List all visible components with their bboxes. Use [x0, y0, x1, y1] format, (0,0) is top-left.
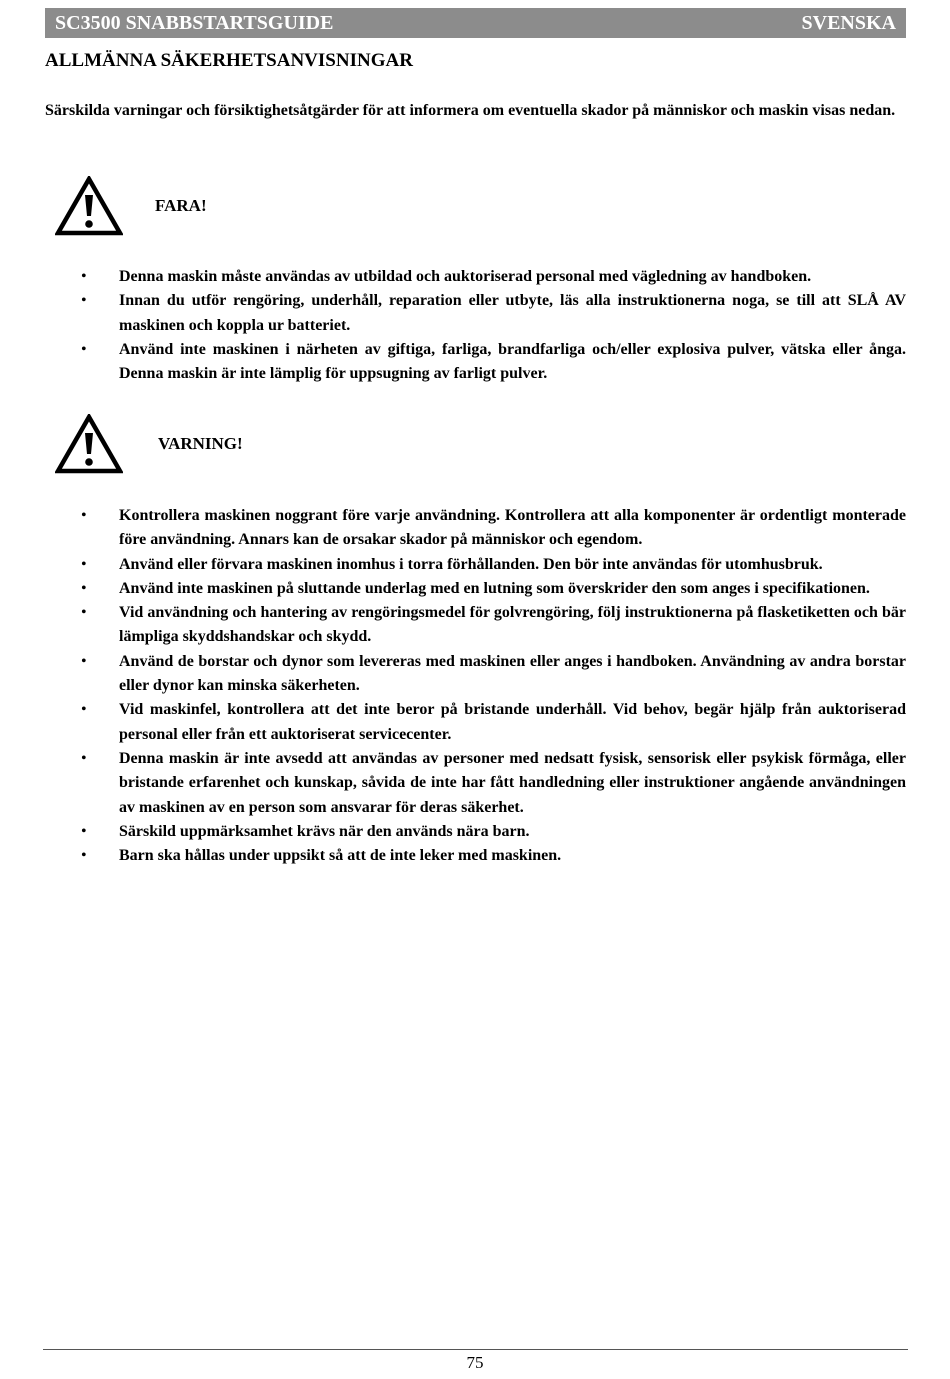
header-title: SC3500 SNABBSTARTSGUIDE [55, 11, 334, 34]
warning-list-item: • Vid användning och hantering av rengöringsmedel för golvrengöring, följ instruktionerna på flasketiketten och bär lämpliga skyddshandskar och skydd. [45, 601, 906, 650]
warning-list [45, 504, 906, 868]
warning-list-item: • Använd de borstar och dynor som levereras med maskinen eller anges i handboken. Användning av andra borstar eller dynor kan minska säkerheten. [45, 650, 906, 699]
header-language: SVENSKA [801, 11, 896, 34]
danger-list-item: • Innan du utför rengöring, underhåll, reparation eller utbyte, läs alla instruktionerna noga, se till att SLÅ AV maskinen och koppla ur batteriet. [45, 289, 906, 338]
warning-list-item: • Särskild uppmärksamhet krävs när den används nära barn. [45, 820, 906, 844]
page-header [45, 8, 906, 38]
page-number: 75 [466, 1353, 484, 1372]
section-title: ALLMÄNNA SÄKERHETSANVISNINGAR [45, 50, 413, 71]
warning-label: VARNING! [158, 434, 243, 453]
danger-list [45, 265, 906, 386]
danger-label: FARA! [155, 196, 207, 215]
danger-list-item: • Använd inte maskinen i närheten av giftiga, farliga, brandfarliga och/eller explosiva pulver, vätska eller ånga. Denna maskin är inte lämplig för uppsugning av farligt pulver. [45, 338, 906, 387]
danger-list-item: • Denna maskin måste användas av utbildad och auktoriserad personal med vägledning av handboken. [45, 265, 906, 289]
warning-triangle-icon [55, 414, 123, 474]
footer-divider [43, 1349, 908, 1350]
warning-list-item: • Vid maskinfel, kontrollera att det inte beror på bristande underhåll. Vid behov, begär hjälp från auktoriserad personal eller från ett auktoriserat servicecenter. [45, 698, 906, 747]
warning-list-item: • Denna maskin är inte avsedd att användas av personer med nedsatt fysisk, sensorisk eller psykisk förmåga, eller bristande erfarenhet och kunskap, såvida de inte har fått handledning eller instruktioner angående användningen av maskinen av en person som ansvarar för deras säkerhet. [45, 747, 906, 820]
warning-list-item: • Barn ska hållas under uppsikt så att de inte leker med maskinen. [45, 844, 906, 868]
warning-list-item: • Kontrollera maskinen noggrant före varje användning. Kontrollera att alla komponenter är ordentligt monterade före användning. Annars kan de orsakar skador på människor och egendom. [45, 504, 906, 553]
warning-triangle-icon [55, 176, 123, 236]
intro-paragraph: Särskilda varningar och försiktighetsåtgärder för att informera om eventuella skador på människor och maskin visas nedan. [45, 102, 896, 119]
warning-list-item: • Använd eller förvara maskinen inomhus i torra förhållanden. Den bör inte användas för utomhusbruk. [45, 553, 906, 577]
warning-list-item: • Använd inte maskinen på sluttande underlag med en lutning som överskrider den som anges i specifikationen. [45, 577, 906, 601]
